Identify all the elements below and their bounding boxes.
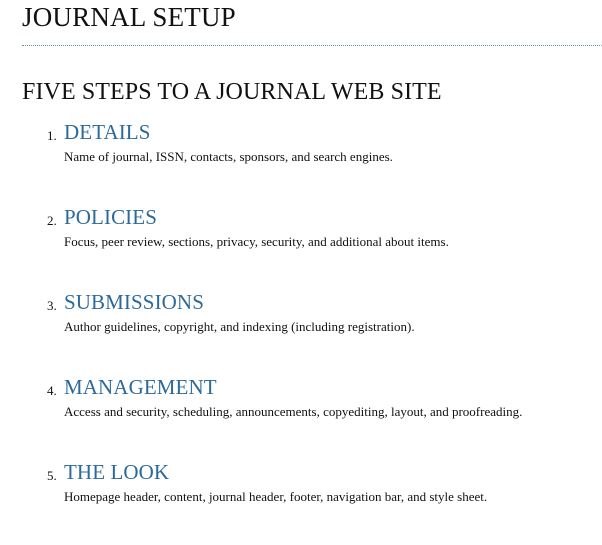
step-description: Focus, peer review, sections, privacy, security, and additional about items. — [64, 234, 449, 249]
step-description: Homepage header, content, journal header, footer, navigation bar, and style sheet. — [64, 489, 488, 504]
page-title: JOURNAL SETUP — [22, 2, 236, 32]
policies-link[interactable]: POLICIES — [64, 205, 157, 229]
setup-step-the-look — [22, 460, 602, 545]
setup-step-management — [22, 375, 602, 460]
section-heading: FIVE STEPS TO A JOURNAL WEB SITE — [22, 79, 442, 105]
setup-step-policies — [22, 205, 602, 290]
management-link[interactable]: MANAGEMENT — [64, 375, 217, 399]
step-description: Author guidelines, copyright, and indexing (including registration). — [64, 319, 415, 334]
step-description: Name of journal, ISSN, contacts, sponsors, and search engines. — [64, 149, 393, 164]
setup-step-submissions — [22, 290, 602, 375]
the-look-link[interactable]: THE LOOK — [64, 460, 170, 484]
step-description: Access and security, scheduling, announcements, copyediting, layout, and proofreading. — [64, 404, 523, 419]
details-link[interactable]: DETAILS — [64, 120, 151, 144]
step-number: 5. — [47, 468, 57, 483]
setup-step-details — [22, 120, 602, 205]
step-number: 2. — [47, 213, 57, 228]
title-divider — [22, 45, 602, 46]
step-number: 4. — [47, 383, 57, 398]
step-number: 1. — [47, 128, 57, 143]
submissions-link[interactable]: SUBMISSIONS — [64, 290, 204, 314]
step-number: 3. — [47, 298, 57, 313]
setup-steps-list — [22, 120, 602, 545]
